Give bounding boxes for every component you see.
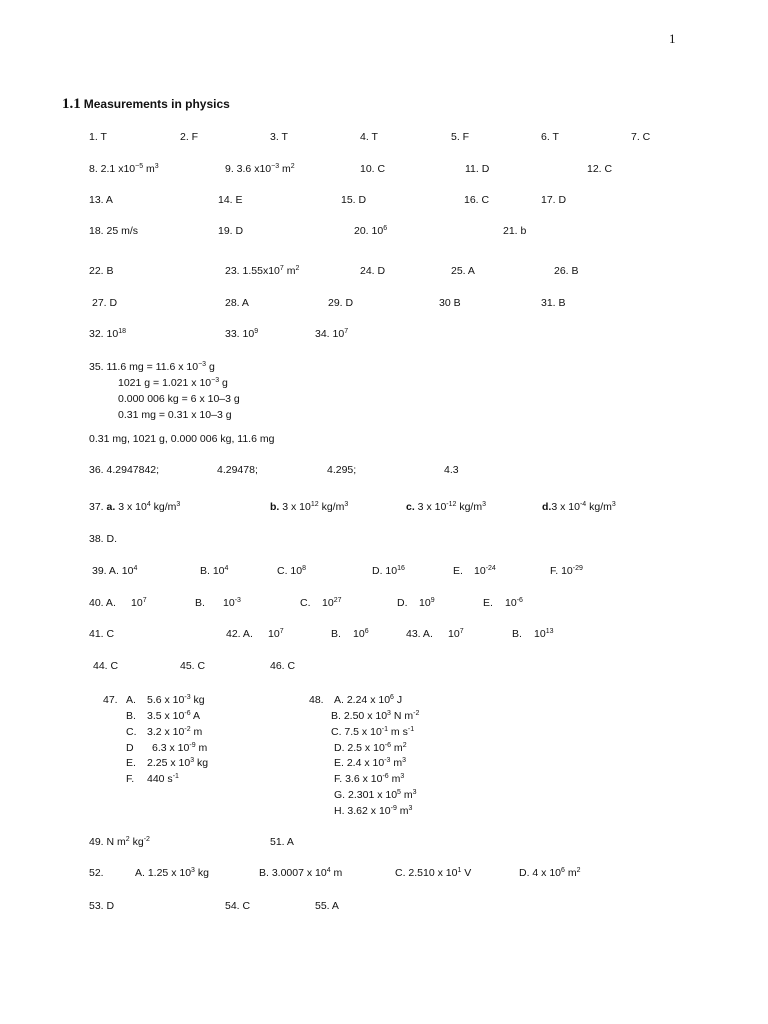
answer-35-line-4: 0.31 mg = 0.31 x 10–3 g xyxy=(118,409,232,421)
answer-39-e: $10^{-24}$ xyxy=(474,565,496,577)
answer-36-a: 36. 4.2947842; xyxy=(89,464,160,476)
answer-42-b: $10^6$ xyxy=(353,628,369,640)
answer-38: 38. D. xyxy=(89,533,118,545)
answer-14: 14. E xyxy=(218,194,243,206)
answer-40-d: $10^9$ xyxy=(419,597,435,609)
answer-47-a-label: A. xyxy=(126,694,136,706)
section-number: 1.1 xyxy=(62,96,81,112)
answer-12: 12. C xyxy=(587,163,613,175)
answer-30: 30 B xyxy=(439,297,461,309)
answer-42-b-label: B. xyxy=(331,628,341,640)
answer-37-b: b. 3 x $10^{12}$ $kg/m^3$ xyxy=(270,501,349,513)
answer-18: 18. 25 m/s xyxy=(89,225,139,237)
answer-34: 34. $10^7$ xyxy=(315,328,349,340)
answer-35-line-1: 35. 11.6 mg = 11.6 x $10^{-3}$ g xyxy=(89,361,215,373)
answer-8: 8. 2.1 $x10^{-5}$ $m^3$ xyxy=(89,163,159,175)
answer-41: 41. C xyxy=(89,628,115,640)
answer-47-d-label: D xyxy=(126,742,134,754)
answer-17: 17. D xyxy=(541,194,567,206)
answer-15: 15. D xyxy=(341,194,367,206)
answer-6: 6. T xyxy=(541,131,559,143)
answer-37-a: 37. a. 3 x $10^4$ $kg/m^3$ xyxy=(89,501,181,513)
answer-53: 53. D xyxy=(89,900,115,912)
answer-47-f-label: F. xyxy=(126,773,135,785)
answer-49: 49. N $m^2$ $kg^{-2}$ xyxy=(89,836,150,848)
answer-52-c: C. 2.510 x $10^1$ V xyxy=(395,867,472,879)
answer-44: 44. C xyxy=(93,660,119,672)
answer-47-f: 440 $s^{-1}$ xyxy=(147,773,179,785)
answer-51: 51. A xyxy=(270,836,294,848)
answer-48-c: C. 7.5 x $10^{-1}$ m $s^{-1}$ xyxy=(331,726,415,738)
answer-7: 7. C xyxy=(631,131,651,143)
answer-47-c-label: C. xyxy=(126,726,137,738)
answer-9: 9. 3.6 $x10^{-3}$ $m^2$ xyxy=(225,163,295,175)
answer-48-h: H. 3.62 x $10^{-9}$ $m^3$ xyxy=(334,805,413,817)
answer-40-e: $10^{-6}$ xyxy=(505,597,523,609)
answer-48-a: A. 2.24 x $10^6$ J xyxy=(334,694,403,706)
section-heading xyxy=(62,95,230,113)
answer-39-b: B. $10^4$ xyxy=(200,565,229,577)
answer-36-d: 4.3 xyxy=(444,464,459,476)
answer-25: 25. A xyxy=(451,265,475,277)
answer-40-e-label: E. xyxy=(483,597,493,609)
answer-48-g: G. 2.301 x $10^5$ $m^3$ xyxy=(334,789,417,801)
answer-36-b: 4.29478; xyxy=(217,464,258,476)
page-number: 1 xyxy=(669,31,676,46)
answer-39-c: C. $10^8$ xyxy=(277,565,307,577)
answer-2: 2. F xyxy=(180,131,199,143)
answer-43-b-label: B. xyxy=(512,628,522,640)
answer-13: 13. A xyxy=(89,194,113,206)
answer-39-a: 39. A. $10^4$ xyxy=(92,565,138,577)
answer-36-c: 4.295; xyxy=(327,464,357,476)
answer-48-number: 48. xyxy=(309,694,324,706)
answer-40-a-label: 40. A. xyxy=(89,597,116,609)
answer-20: 20. $10^6$ xyxy=(354,225,388,237)
answer-46: 46. C xyxy=(270,660,296,672)
answer-39-e-label: E. xyxy=(453,565,463,577)
answer-45: 45. C xyxy=(180,660,206,672)
answer-52-a: A. 1.25 x $10^3$ kg xyxy=(135,867,209,879)
answer-42-a-label: 42. A. xyxy=(226,628,253,640)
answer-47-b: 3.5 x $10^{-6}$ A xyxy=(147,710,200,722)
answer-28: 28. A xyxy=(225,297,249,309)
answer-22: 22. B xyxy=(89,265,114,277)
answer-47-d: 6.3 x $10^{-9}$ m xyxy=(152,742,208,754)
answer-35-order: 0.31 mg, 1021 g, 0.000 006 kg, 11.6 mg xyxy=(89,433,275,445)
answer-16: 16. C xyxy=(464,194,490,206)
answer-10: 10. C xyxy=(360,163,386,175)
answer-55: 55. A xyxy=(315,900,339,912)
answer-47-e-label: E. xyxy=(126,757,136,769)
answer-39-d: D. $10^{16}$ xyxy=(372,565,405,577)
answer-27: 27. D xyxy=(92,297,118,309)
answer-39-f: F. $10^{-29}$ xyxy=(550,565,583,577)
answer-52-number: 52. xyxy=(89,867,104,879)
answer-54: 54. C xyxy=(225,900,251,912)
answer-52-d: D. 4 x $10^6$ $m^2$ xyxy=(519,867,581,879)
answer-43-a-label: 43. A. xyxy=(406,628,433,640)
answer-40-b: $10^{-3}$ xyxy=(223,597,241,609)
answer-48-d: D. 2.5 x $10^{-6}$ $m^2$ xyxy=(334,742,407,754)
answer-1: 1. T xyxy=(89,131,107,143)
answer-40-c-label: C. xyxy=(300,597,311,609)
answer-24: 24. D xyxy=(360,265,386,277)
answer-48-b: B. 2.50 x $10^3$ N $m^{-2}$ xyxy=(331,710,420,722)
answer-4: 4. T xyxy=(360,131,378,143)
answer-31: 31. B xyxy=(541,297,566,309)
answer-35-line-3: 0.000 006 kg = 6 x 10–3 g xyxy=(118,393,240,405)
answer-40-c: $10^{27}$ xyxy=(322,597,342,609)
answer-48-e: E. 2.4 x $10^{-3}$ $m^3$ xyxy=(334,757,407,769)
answer-19: 19. D xyxy=(218,225,244,237)
answer-48-f: F. 3.6 x $10^{-6}$ $m^3$ xyxy=(334,773,405,785)
answer-43-a: $10^7$ xyxy=(448,628,464,640)
answer-37-c: c. 3 x $10^{-12}$ $kg/m^3$ xyxy=(406,501,486,513)
section-title: Measurements in physics xyxy=(83,97,230,111)
answer-47-b-label: B. xyxy=(126,710,136,722)
answer-26: 26. B xyxy=(554,265,579,277)
answer-42-a: $10^7$ xyxy=(268,628,284,640)
answer-40-b-label: B. xyxy=(195,597,205,609)
answer-52-b: B. 3.0007 x $10^4$ m xyxy=(259,867,343,879)
answer-47-number: 47. xyxy=(103,694,118,706)
answer-47-e: 2.25 x $10^3$ kg xyxy=(147,757,209,769)
answer-29: 29. D xyxy=(328,297,354,309)
answer-5: 5. F xyxy=(451,131,470,143)
answer-32: 32. $10^{18}$ xyxy=(89,328,126,340)
answer-3: 3. T xyxy=(270,131,288,143)
answer-37-d: d.3 x $10^{-4}$ $kg/m^3$ xyxy=(542,501,616,513)
answer-43-b: $10^{13}$ xyxy=(534,628,554,640)
answer-21: 21. b xyxy=(503,225,527,237)
answer-40-a: $10^7$ xyxy=(131,597,147,609)
answer-47-a: 5.6 x $10^{-3}$ kg xyxy=(147,694,205,706)
answer-11: 11. D xyxy=(465,163,490,175)
answer-47-c: 3.2 x $10^{-2}$ m xyxy=(147,726,203,738)
answer-40-d-label: D. xyxy=(397,597,408,609)
answer-23: 23. $1.55x10^7$ $m^2$ xyxy=(225,265,300,277)
answer-33: 33. $10^9$ xyxy=(225,328,259,340)
answer-35-line-2: 1021 g = 1.021 x $10^{-3}$ g xyxy=(118,377,228,389)
